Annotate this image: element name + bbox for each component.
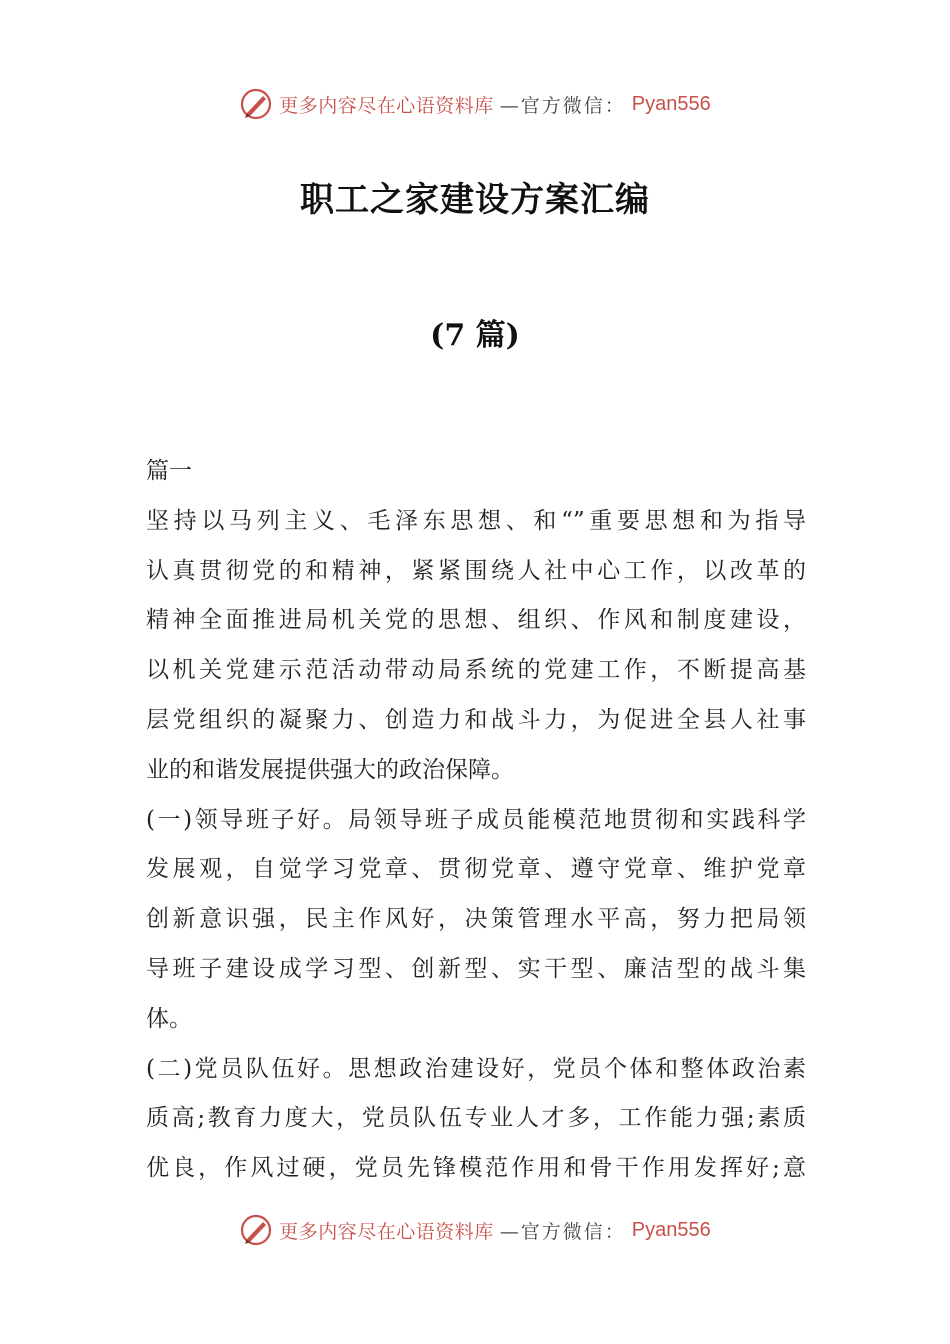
document-title: 职工之家建设方案汇编 bbox=[300, 180, 650, 220]
pen-logo-icon bbox=[239, 1213, 273, 1247]
body-line: 创新意识强，民主作风好，决策管理水平高，努力把局领 bbox=[146, 906, 806, 933]
wechat-id: Pyan556 bbox=[631, 92, 711, 115]
body-line: 精神全面推进局机关党的思想、组织、作风和制度建设， bbox=[146, 607, 806, 634]
body-line: 发展观，自觉学习党章、贯彻党章、遵守党章、维护党章 bbox=[146, 856, 806, 883]
banner-text: 更多内容尽在心语资料库 bbox=[279, 1220, 494, 1243]
pen-logo-icon bbox=[239, 87, 273, 121]
footer-banner bbox=[0, 1210, 950, 1250]
body-line: 以机关党建示范活动带动局系统的党建工作，不断提高基 bbox=[146, 657, 806, 684]
body-line: (一)领导班子好。局领导班子成员能模范地贯彻和实践科学 bbox=[146, 806, 806, 833]
document-subtitle: (7 篇) bbox=[430, 318, 520, 353]
section-heading: 篇一 bbox=[146, 458, 192, 484]
body-line: 业的和谐发展提供强大的政治保障。 bbox=[146, 756, 514, 783]
wechat-id: Pyan556 bbox=[631, 1218, 711, 1241]
body-line: 认真贯彻党的和精神，紧紧围绕人社中心工作，以改革的 bbox=[146, 557, 806, 584]
banner-separator: —官方微信： bbox=[499, 94, 626, 117]
body-line: 坚持以马列主义、毛泽东思想、和“”重要思想和为指导 bbox=[146, 507, 806, 534]
header-banner bbox=[0, 84, 950, 124]
body-line: 体。 bbox=[146, 1005, 192, 1032]
body-line: (二)党员队伍好。思想政治建设好，党员个体和整体政治素 bbox=[146, 1055, 806, 1082]
banner-separator: —官方微信： bbox=[499, 1220, 626, 1243]
body-line: 层党组织的凝聚力、创造力和战斗力，为促进全县人社事 bbox=[146, 706, 806, 733]
body-line: 优良，作风过硬，党员先锋模范作用和骨干作用发挥好;意 bbox=[146, 1155, 806, 1182]
document-body bbox=[146, 447, 806, 1194]
banner-text: 更多内容尽在心语资料库 bbox=[279, 94, 494, 117]
body-line: 质高;教育力度大，党员队伍专业人才多，工作能力强;素质 bbox=[146, 1105, 806, 1132]
body-line: 导班子建设成学习型、创新型、实干型、廉洁型的战斗集 bbox=[146, 955, 806, 982]
